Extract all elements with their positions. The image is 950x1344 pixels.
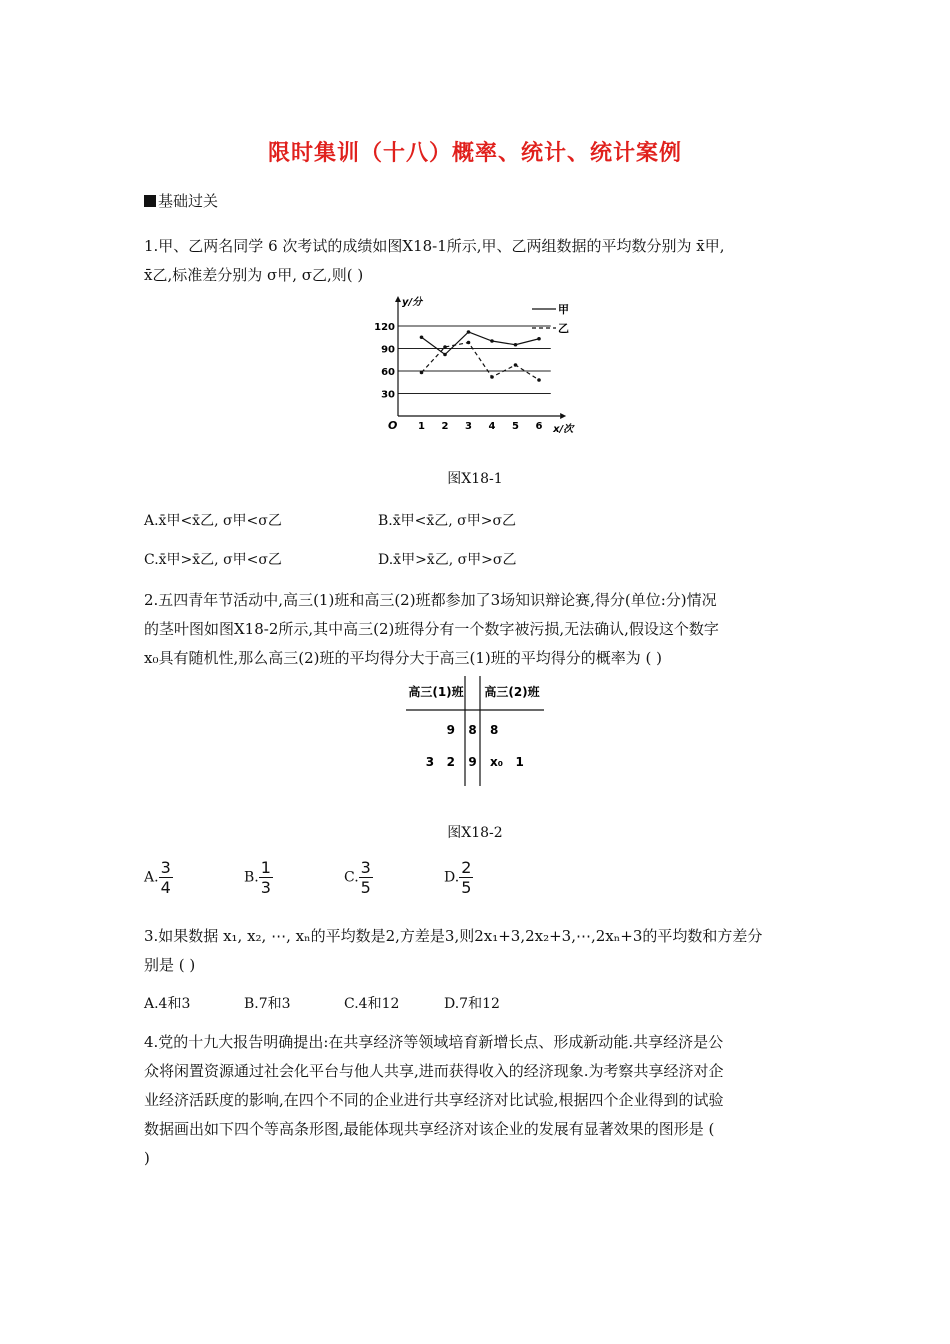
fraction bbox=[259, 858, 273, 897]
y-axis-arrow bbox=[395, 296, 401, 302]
q4-line-3: 业经济活跃度的影响,在四个不同的企业进行共享经济对比试验,根据四个企业得到的试验 bbox=[144, 1091, 724, 1109]
q4-line-2: 众将闲置资源通过社会化平台与他人共享,进而获得收入的经济现象.为考察共享经济对企 bbox=[144, 1062, 724, 1080]
q4-line-1: 4.党的十九大报告明确提出:在共享经济等领域培育新增长点、形成新动能.共享经济是公 bbox=[144, 1033, 724, 1051]
q2-line-3: x₀具有随机性,那么高三(2)班的平均得分大于高三(1)班的平均得分的概率为 ( ) bbox=[144, 649, 662, 667]
data-point bbox=[420, 335, 424, 339]
series-line-0 bbox=[422, 332, 540, 355]
question-2 bbox=[144, 586, 814, 673]
numerator: 2 bbox=[461, 858, 472, 877]
row1-left-leaves: 9 bbox=[446, 723, 455, 737]
page-title: 限时集训（十八）概率、统计、统计案例 bbox=[267, 141, 682, 166]
line-chart bbox=[370, 292, 585, 442]
y-axis-label: y/分 bbox=[402, 297, 423, 308]
row1-right-leaves: 8 bbox=[490, 723, 499, 737]
x-axis-label: x/次 bbox=[553, 424, 574, 435]
q2-option-d bbox=[444, 858, 473, 897]
data-point bbox=[420, 371, 424, 375]
left-header: 高三(1)班 bbox=[408, 685, 464, 699]
q2-option-d-label: D. bbox=[444, 869, 460, 886]
numerator: 1 bbox=[260, 858, 271, 877]
q3-option-c: C.4和12 bbox=[344, 996, 400, 1012]
row2-stem: 9 bbox=[468, 755, 477, 769]
y-tick-label: 30 bbox=[381, 389, 395, 401]
data-point bbox=[490, 339, 494, 343]
q2-option-a-label: A. bbox=[144, 869, 159, 886]
chart-series bbox=[420, 330, 541, 382]
q3-line-1: 3.如果数据 x₁, x₂, ⋯, xₙ的平均数是2,方差是3,则2x₁+3,2x₂+3,⋯,2xₙ+3的平均数和方差分 bbox=[144, 927, 763, 945]
question-3 bbox=[144, 922, 814, 980]
right-header: 高三(2)班 bbox=[484, 685, 540, 699]
data-point bbox=[537, 337, 541, 341]
origin-label: O bbox=[388, 419, 398, 432]
q1-line-1: 1.甲、乙两名同学 6 次考试的成绩如图X18-1所示,甲、乙两组数据的平均数分别为 x̄甲, bbox=[144, 237, 725, 255]
q2-option-b bbox=[244, 858, 273, 897]
denominator: 5 bbox=[461, 878, 472, 897]
legend-label-1: 乙 bbox=[558, 322, 569, 335]
data-point bbox=[443, 345, 447, 349]
chart-legend bbox=[532, 303, 569, 335]
q2-option-b-label: B. bbox=[244, 869, 259, 886]
q1-line-2: x̄乙,标准差分别为 σ甲, σ乙,则( ) bbox=[144, 266, 364, 284]
chart-axes bbox=[395, 296, 566, 419]
legend-label-0: 甲 bbox=[558, 303, 569, 316]
square-bullet-icon bbox=[144, 195, 156, 207]
q2-line-1: 2.五四青年节活动中,高三(1)班和高三(2)班都参加了3场知识辩论赛,得分(单位:分)情况 bbox=[144, 591, 717, 609]
data-point bbox=[537, 378, 541, 382]
q2-option-c-label: C. bbox=[344, 869, 359, 886]
row1-stem: 8 bbox=[468, 723, 477, 737]
data-point bbox=[514, 363, 518, 367]
y-tick-label: 120 bbox=[374, 322, 395, 333]
fraction bbox=[359, 858, 373, 897]
q3-line-2: 别是 ( ) bbox=[144, 956, 196, 974]
q3-option-a: A.4和3 bbox=[144, 996, 191, 1012]
x-axis-arrow bbox=[560, 413, 566, 419]
q2-option-c bbox=[344, 858, 373, 897]
numerator: 3 bbox=[160, 858, 171, 877]
row2-left-leaves: 3 2 bbox=[425, 755, 455, 769]
data-point bbox=[467, 341, 471, 345]
x-tick-label: 2 bbox=[441, 421, 449, 432]
chart-labels bbox=[374, 296, 575, 435]
figure-caption-2: 图X18-2 bbox=[447, 825, 503, 841]
y-tick-label: 60 bbox=[381, 367, 395, 378]
question-1 bbox=[144, 232, 814, 290]
q1-option-d: D.x̄甲>x̄乙, σ甲>σ乙 bbox=[378, 552, 517, 568]
row2-right-leaves: x₀ 1 bbox=[490, 755, 524, 769]
q3-option-b: B.7和3 bbox=[244, 996, 291, 1012]
denominator: 5 bbox=[360, 878, 371, 897]
q1-option-a: A.x̄甲<x̄乙, σ甲<σ乙 bbox=[144, 513, 282, 529]
x-tick-label: 5 bbox=[512, 421, 519, 432]
numerator: 3 bbox=[360, 858, 371, 877]
y-tick-label: 90 bbox=[381, 344, 395, 356]
q1-option-b: B.x̄甲<x̄乙, σ甲>σ乙 bbox=[378, 513, 517, 529]
denominator: 4 bbox=[160, 878, 171, 897]
q1-option-c: C.x̄甲>x̄乙, σ甲<σ乙 bbox=[144, 552, 282, 568]
q2-line-2: 的茎叶图如图X18-2所示,其中高三(2)班得分有一个数字被污损,无法确认,假设这个数字 bbox=[144, 620, 719, 638]
figure-caption-1: 图X18-1 bbox=[447, 471, 503, 487]
stem-leaf-plot bbox=[400, 672, 550, 802]
data-point bbox=[443, 353, 447, 357]
denominator: 3 bbox=[260, 878, 271, 897]
section-heading bbox=[144, 190, 218, 211]
data-point bbox=[514, 343, 518, 347]
q3-option-d: D.7和12 bbox=[444, 996, 500, 1012]
data-point bbox=[490, 375, 494, 379]
q4-line-5: ) bbox=[144, 1149, 150, 1167]
x-tick-label: 1 bbox=[418, 421, 425, 432]
x-tick-label: 3 bbox=[465, 421, 472, 432]
fraction bbox=[459, 858, 473, 897]
data-point bbox=[467, 330, 471, 334]
question-4 bbox=[144, 1028, 814, 1173]
q2-option-a bbox=[144, 858, 173, 897]
x-tick-label: 6 bbox=[535, 421, 543, 432]
section-label: 基础过关 bbox=[158, 192, 219, 210]
q4-line-4: 数据画出如下四个等高条形图,最能体现共享经济对该企业的发展有显著效果的图形是 ( bbox=[144, 1120, 715, 1138]
fraction bbox=[159, 858, 173, 897]
x-tick-label: 4 bbox=[488, 421, 496, 432]
